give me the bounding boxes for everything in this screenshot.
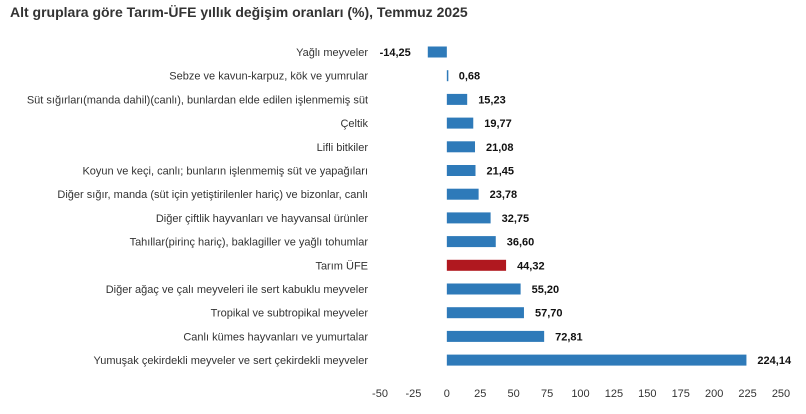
x-tick-label: 200 [704, 388, 724, 400]
bar [447, 141, 475, 152]
value-label: -14,25 [379, 47, 411, 59]
value-label: 36,60 [506, 236, 535, 249]
value-label: 23,78 [489, 189, 518, 202]
category-label: Süt sığırları(manda dahil)(canlı), bunlardan elde edilen işlenmemiş süt [26, 94, 368, 107]
x-tick-label: -50 [372, 388, 388, 400]
x-tick-label: 225 [738, 388, 757, 400]
x-axis [372, 388, 790, 400]
value-label: 57,70 [534, 307, 563, 320]
x-tick-label: 175 [671, 388, 690, 400]
value-label: 0,68 [458, 70, 481, 83]
category-label: Tarım ÜFE [315, 260, 368, 273]
x-tick-label: 250 [771, 388, 791, 400]
category-label: Diğer çiftlik hayvanları ve hayvansal ürünler [155, 212, 368, 225]
category-label: Diğer ağaç ve çalı meyveleri ile sert kabuklu meyveler [105, 284, 368, 296]
x-tick-label: 75 [540, 388, 554, 400]
x-tick-label: 100 [571, 388, 590, 400]
value-label: 15,23 [478, 94, 506, 107]
bar [428, 47, 447, 58]
bar [447, 189, 479, 200]
value-label: 19,77 [484, 118, 512, 131]
value-label: 32,75 [501, 212, 530, 225]
value-label: 72,81 [555, 331, 583, 344]
labels-layer [27, 47, 792, 367]
bar [447, 307, 524, 318]
category-label: Koyun ve keçi, canlı; bunların işlenmemiş süt ve yapağıları [82, 165, 368, 178]
bar [447, 331, 544, 342]
category-label: Yağlı meyveler [296, 47, 368, 59]
category-label: Çeltik [340, 118, 368, 131]
category-label: Tahıllar(pirinç hariç), baklagiller ve yağlı tohumlar [129, 236, 368, 249]
x-tick-label: 50 [507, 388, 520, 400]
bars-layer [428, 47, 747, 366]
category-label: Tropikal ve subtropikal meyveler [210, 307, 368, 320]
bar [447, 165, 476, 176]
x-tick-label: 150 [638, 388, 657, 400]
bar-highlight [447, 260, 506, 271]
x-tick-label: 125 [604, 388, 624, 400]
bar [447, 355, 747, 366]
category-label: Yumuşak çekirdekli meyveler ve sert çekirdekli meyveler [93, 355, 368, 368]
bar [447, 94, 467, 105]
value-label: 224,14 [757, 355, 792, 368]
bar [447, 118, 473, 129]
category-label: Canlı kümes hayvanları ve yumurtalar [183, 331, 368, 344]
x-tick-label: -25 [405, 388, 422, 400]
value-label: 21,45 [486, 165, 515, 178]
value-label: 44,32 [517, 260, 545, 273]
bar [447, 70, 449, 81]
category-label: Diğer sığır, manda (süt için yetiştirilenler hariç) ve bizonlar, canlı [57, 189, 368, 202]
category-label: Sebze ve kavun-karpuz, kök ve yumrular [169, 70, 368, 83]
value-label: 21,08 [486, 141, 514, 154]
x-tick-label: 25 [474, 388, 487, 400]
x-tick-label: 0 [443, 388, 450, 400]
chart-title: Alt gruplara göre Tarım-ÜFE yıllık değişim oranları (%), Temmuz 2025 [10, 4, 468, 20]
bar [447, 236, 496, 247]
bar [447, 284, 521, 295]
bar [447, 212, 491, 223]
value-label: 55,20 [531, 284, 560, 296]
category-label: Lifli bitkiler [316, 141, 368, 154]
